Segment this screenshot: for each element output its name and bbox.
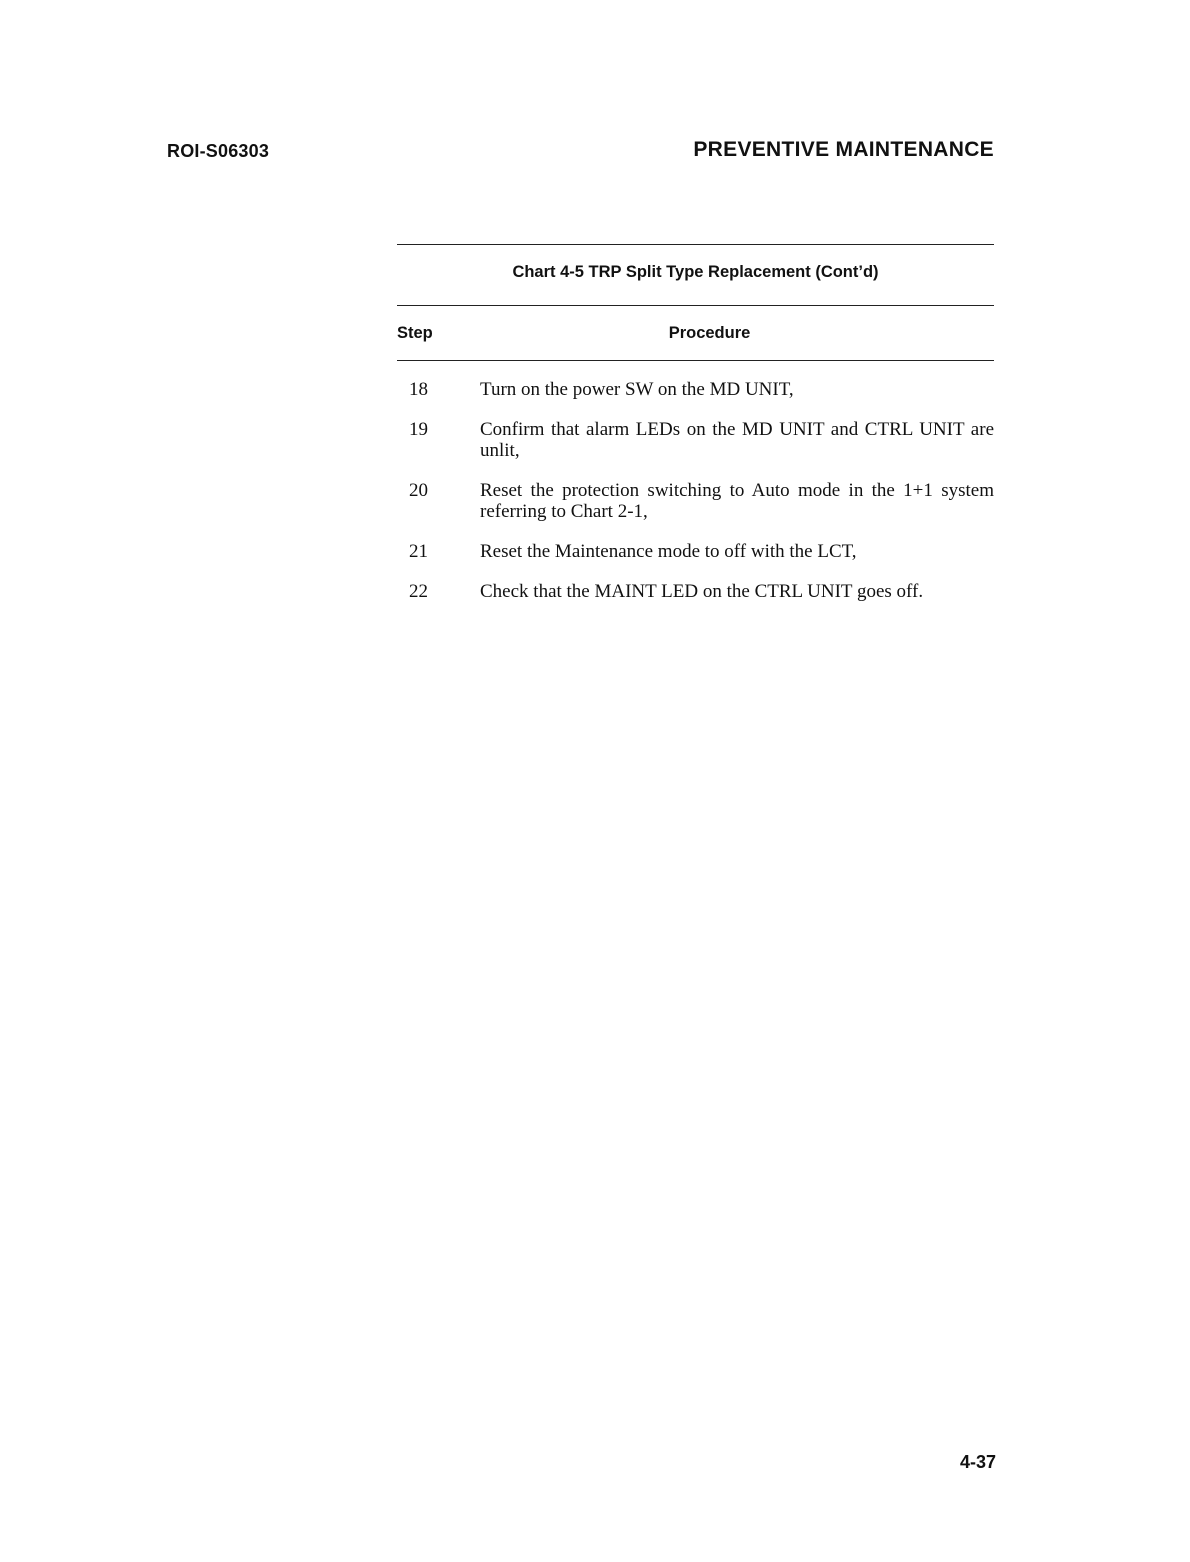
doc-id: ROI-S06303 xyxy=(167,141,270,161)
section-title: PREVENTIVE MAINTENANCE xyxy=(693,138,994,161)
step-row xyxy=(397,480,994,522)
step-text: Reset the protection switching to Auto mode in the 1+1 system referring to Chart 2-1, xyxy=(480,480,994,522)
step-number: 22 xyxy=(409,581,428,602)
step-row xyxy=(397,379,994,400)
column-header-row xyxy=(397,306,994,360)
step-row xyxy=(397,419,994,461)
step-text: Check that the MAINT LED on the CTRL UNIT goes off. xyxy=(480,581,924,602)
step-text: Turn on the power SW on the MD UNIT, xyxy=(480,379,794,400)
header-rule xyxy=(397,360,994,361)
step-number: 21 xyxy=(409,541,428,562)
step-text: Reset the Maintenance mode to off with the LCT, xyxy=(480,541,857,562)
column-header-procedure: Procedure xyxy=(668,323,751,342)
column-header-step: Step xyxy=(397,323,433,342)
procedure-chart xyxy=(397,244,994,621)
step-text: Confirm that alarm LEDs on the MD UNIT and CTRL UNIT are unlit, xyxy=(480,419,994,461)
step-number: 19 xyxy=(409,419,428,440)
step-row xyxy=(397,541,994,562)
chart-title: Chart 4-5 TRP Split Type Replacement (Cont’d) xyxy=(512,263,879,281)
step-number: 20 xyxy=(409,480,428,501)
step-list xyxy=(397,379,994,602)
step-row xyxy=(397,581,994,602)
step-number: 18 xyxy=(409,379,428,400)
page-number: 4-37 xyxy=(959,1452,996,1472)
